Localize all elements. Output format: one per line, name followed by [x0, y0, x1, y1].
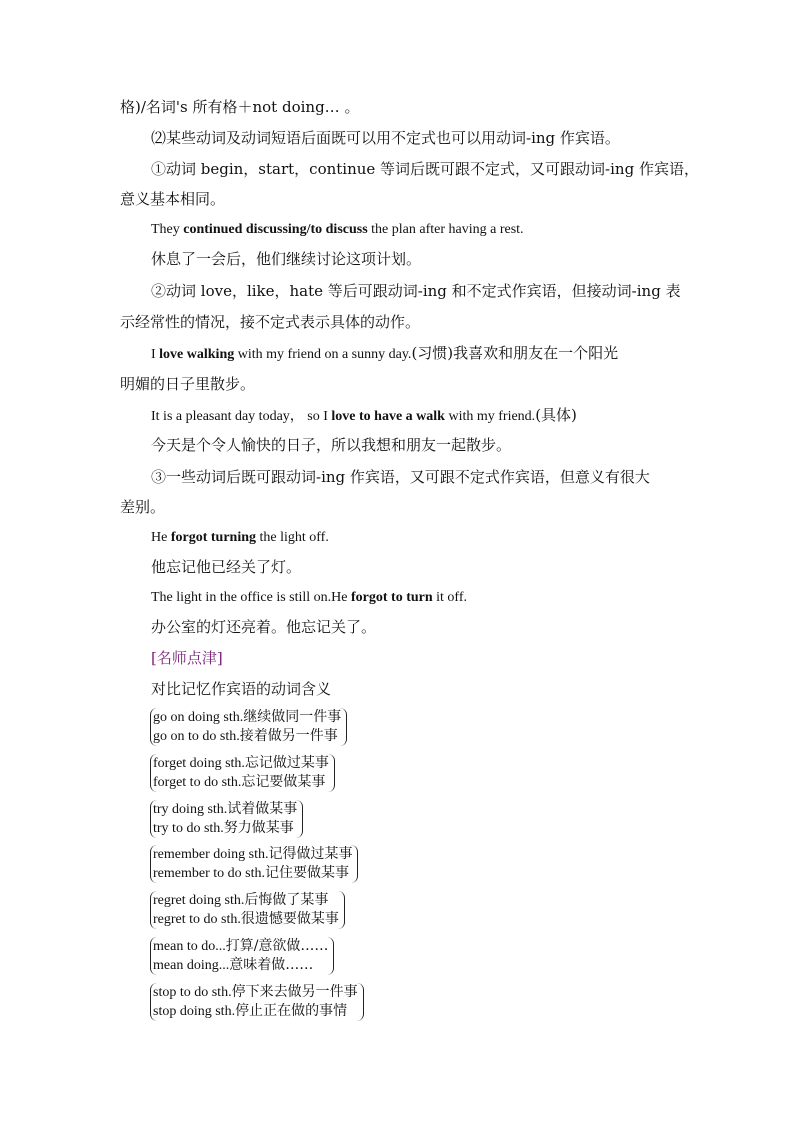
text-line: ②动词 love，like，hate 等后可跟动词-ing 和不定式作宾语，但接动词-ing 表	[151, 282, 681, 300]
text-line: ③一些动词后既可跟动词-ing 作宾语，又可跟不定式作宾语，但意义有很大	[151, 468, 650, 486]
example-highlight: love walking	[159, 347, 235, 362]
example-sentence	[151, 588, 467, 608]
comparison-pair	[150, 937, 334, 975]
translation-line: 他忘记他已经关了灯。	[151, 558, 302, 576]
phrase-english: forget to do sth.	[153, 775, 242, 790]
example-text: I	[151, 347, 160, 362]
text-line: 示经常性的情况，接不定式表示具体的动作。	[120, 313, 421, 331]
translation-line: 办公室的灯还亮着。他忘记关了。	[151, 618, 377, 636]
example-text: He	[151, 530, 171, 545]
phrase-meaning: 停止正在做的事情	[235, 1003, 348, 1019]
phrase-meaning: 忘记要做某事	[241, 774, 326, 790]
translation-line: 明媚的日子里散步。	[120, 375, 256, 393]
comparison-pair	[150, 800, 303, 838]
example-text: it off.	[432, 590, 468, 605]
example-translation: (习惯)我喜欢和朋友在一个阳光	[411, 344, 619, 362]
comparison-pair	[150, 891, 345, 929]
example-text: The light in the office is still on.He	[151, 590, 351, 605]
example-text: with my friend on a sunny day.	[234, 347, 412, 362]
phrase-meaning: 意味着做……	[229, 957, 314, 973]
example-text: with my friend.	[444, 409, 536, 424]
comparison-pair	[150, 754, 335, 792]
example-highlight: forgot to turn	[351, 590, 433, 605]
text-line: ⑵某些动词及动词短语后面既可以用不定式也可以用动词-ing 作宾语。	[151, 129, 620, 147]
translation-line: 休息了一会后，他们继续讨论这项计划。	[151, 250, 422, 268]
comparison-pair	[150, 845, 358, 883]
phrase-meaning: 试着做某事	[227, 801, 298, 817]
phrase-meaning: 停下来去做另一件事	[231, 984, 358, 1000]
phrase-meaning: 记住要做某事	[264, 865, 349, 881]
example-text: They	[151, 222, 184, 237]
phrase-english: mean to do...	[153, 939, 226, 954]
phrase-meaning: 努力做某事	[223, 820, 294, 836]
comparison-pair	[150, 983, 364, 1021]
text-line: 差别。	[120, 498, 166, 516]
example-text: the plan after having a rest.	[367, 222, 524, 237]
phrase-english: remember doing sth.	[153, 847, 269, 862]
example-highlight: love to have a walk	[331, 409, 445, 424]
phrase-meaning: 打算/意欲做……	[225, 938, 329, 954]
phrase-english: try to do sth.	[153, 821, 224, 836]
phrase-meaning: 很遗憾要做某事	[240, 911, 339, 927]
example-highlight: forgot turning	[170, 530, 256, 545]
phrase-english: forget doing sth.	[153, 756, 245, 771]
phrase-english: stop to do sth.	[153, 985, 232, 1000]
tip-heading: [名师点津]	[151, 649, 223, 667]
phrase-english: try doing sth.	[153, 802, 228, 817]
example-note: (具体)	[535, 406, 577, 424]
tip-title: 对比记忆作宾语的动词含义	[151, 680, 332, 698]
phrase-english: stop doing sth.	[153, 1004, 236, 1019]
example-highlight: continued discussing/to discuss	[183, 222, 368, 237]
example-sentence	[151, 405, 577, 427]
example-text: the light off.	[256, 530, 329, 545]
phrase-english: remember to do sth.	[153, 866, 265, 881]
phrase-meaning: 忘记做过某事	[244, 755, 329, 771]
example-sentence	[151, 528, 329, 548]
example-sentence	[151, 220, 524, 240]
phrase-english: regret doing sth.	[153, 893, 245, 908]
text-line: 意义基本相同。	[120, 190, 226, 208]
phrase-meaning: 后悔做了某事	[244, 892, 329, 908]
phrase-meaning: 记得做过某事	[268, 846, 353, 862]
phrase-meaning: 接着做另一件事	[239, 728, 338, 744]
phrase-english: go on doing sth.	[153, 710, 244, 725]
phrase-english: regret to do sth.	[153, 912, 241, 927]
translation-line: 今天是个令人愉快的日子，所以我想和朋友一起散步。	[151, 436, 512, 454]
phrase-meaning: 继续做同一件事	[243, 709, 342, 725]
text-line: 格)/名词's 所有格＋not doing… 。	[120, 98, 360, 116]
example-sentence	[151, 343, 618, 365]
phrase-english: go on to do sth.	[153, 729, 240, 744]
comparison-pair	[150, 708, 347, 746]
text-line: ①动词 begin，start，continue 等词后既可跟不定式，又可跟动词-ing 作宾语，	[151, 160, 699, 178]
example-text: It is a pleasant day today， so I	[151, 409, 332, 424]
phrase-english: mean doing...	[153, 958, 230, 973]
